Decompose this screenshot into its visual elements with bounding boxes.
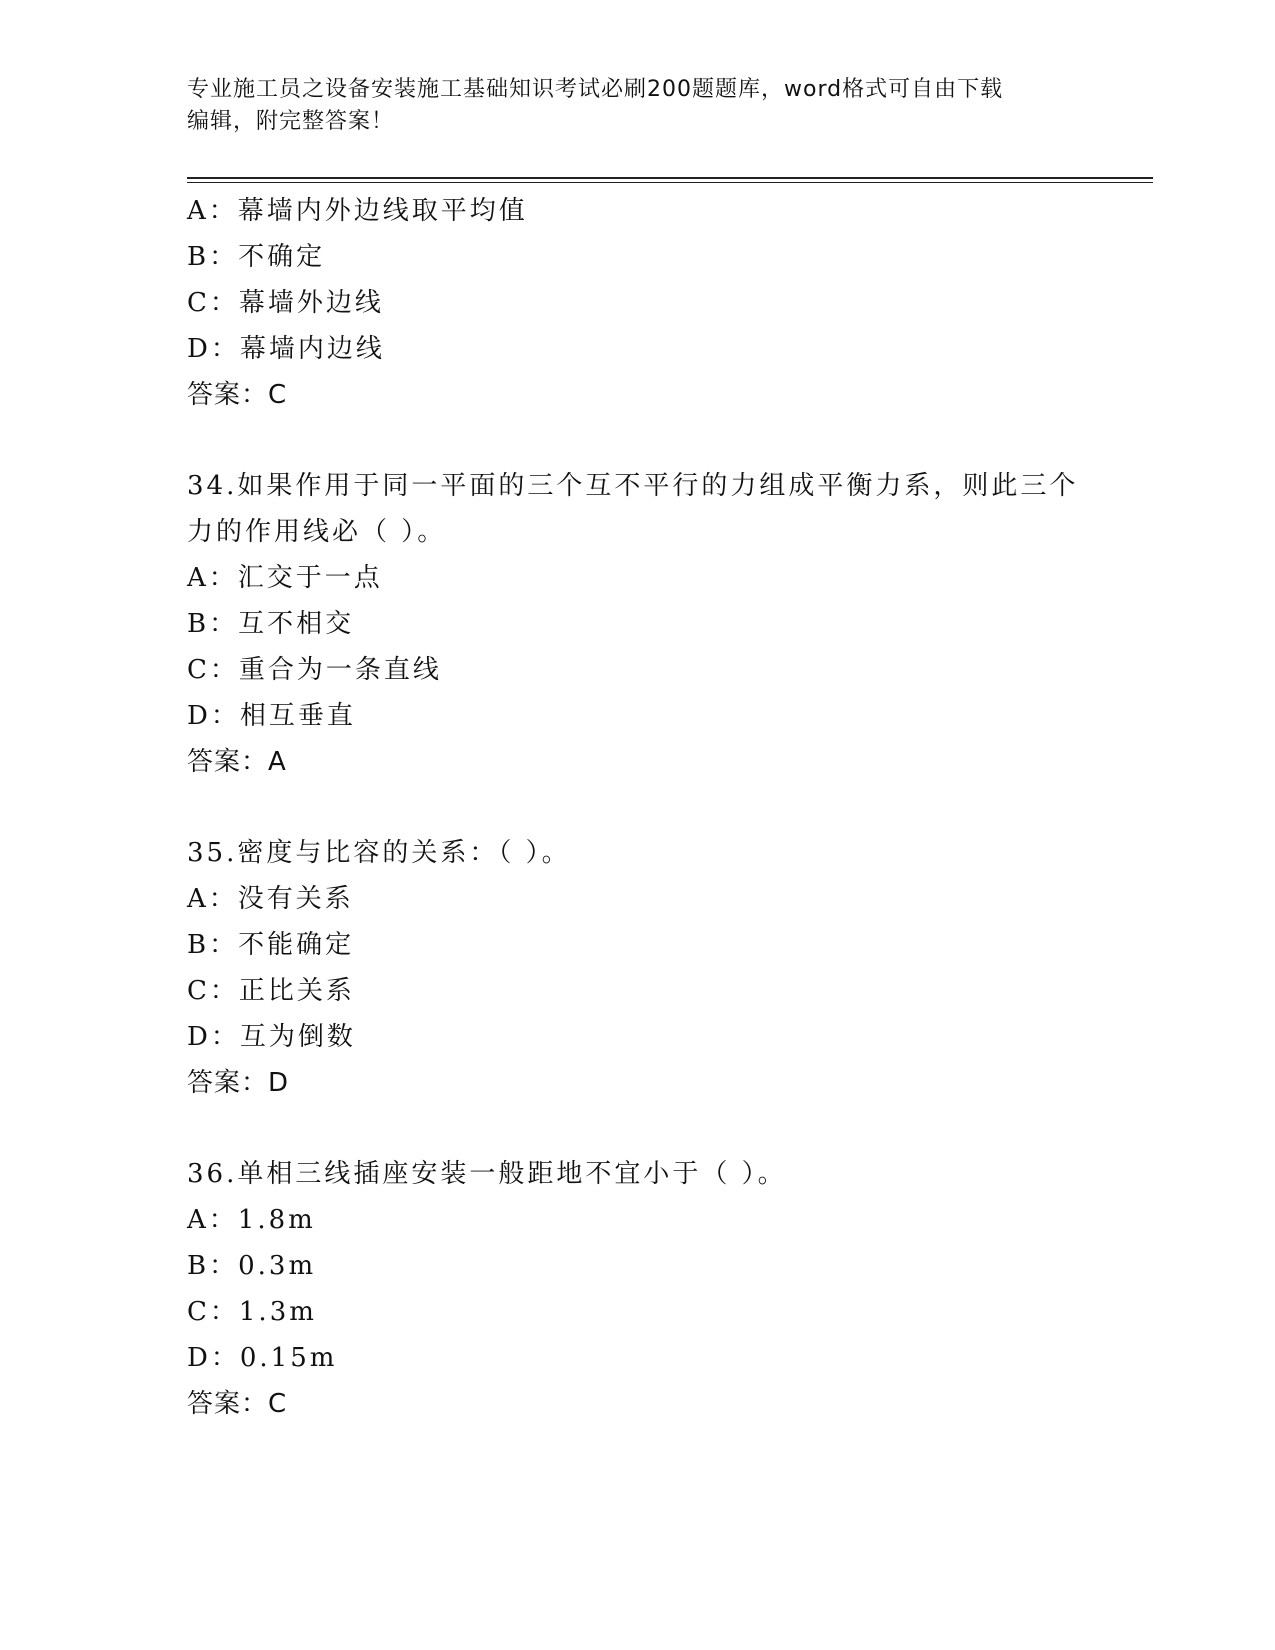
- header-rule-thin: [187, 182, 1153, 183]
- option-a: A：汇交于一点: [187, 563, 383, 593]
- option-c: C：1.3m: [187, 1297, 317, 1327]
- option-b: B：不确定: [187, 242, 326, 272]
- answer-label: 答案：C: [187, 1389, 288, 1419]
- header-rule-thick: [187, 177, 1153, 179]
- option-d: D：互为倒数: [187, 1022, 356, 1052]
- option-b: B：互不相交: [187, 609, 355, 639]
- question-block-35: [187, 830, 1087, 1106]
- option-a: A：没有关系: [187, 884, 354, 914]
- document-header: [187, 74, 1077, 138]
- spacer: [187, 418, 1087, 463]
- question-stem-line: 力的作用线必（ ）。: [187, 517, 447, 547]
- answer-label: 答案：C: [187, 380, 288, 410]
- question-content: [187, 188, 1087, 1427]
- option-d: D：幕墙内边线: [187, 334, 385, 364]
- option-b: B：0.3m: [187, 1251, 317, 1281]
- option-d: D：0.15m: [187, 1343, 338, 1373]
- header-line-1: 专业施工员之设备安装施工基础知识考试必刷200题题库，word格式可自由下载: [187, 77, 1004, 102]
- option-a: A：幕墙内外边线取平均值: [187, 196, 528, 226]
- question-block-36: [187, 1151, 1087, 1427]
- option-c: C：正比关系: [187, 976, 355, 1006]
- spacer: [187, 1106, 1087, 1151]
- option-c: C：重合为一条直线: [187, 655, 442, 685]
- prev-question-block: [187, 188, 1087, 418]
- question-stem-line: 35.密度与比容的关系：（ ）。: [187, 838, 571, 868]
- question-stem-line: 36.单相三线插座安装一般距地不宜小于（ ）。: [187, 1159, 787, 1189]
- question-stem-line: 34.如果作用于同一平面的三个互不平行的力组成平衡力系，则此三个: [187, 471, 1079, 501]
- option-b: B：不能确定: [187, 930, 355, 960]
- option-a: A：1.8m: [187, 1205, 316, 1235]
- spacer: [187, 785, 1087, 830]
- option-c: C：幕墙外边线: [187, 288, 384, 318]
- option-d: D：相互垂直: [187, 701, 356, 731]
- answer-label: 答案：A: [187, 747, 287, 777]
- answer-label: 答案：D: [187, 1068, 290, 1098]
- question-block-34: [187, 463, 1087, 785]
- header-line-2: 编辑，附完整答案！: [187, 109, 395, 134]
